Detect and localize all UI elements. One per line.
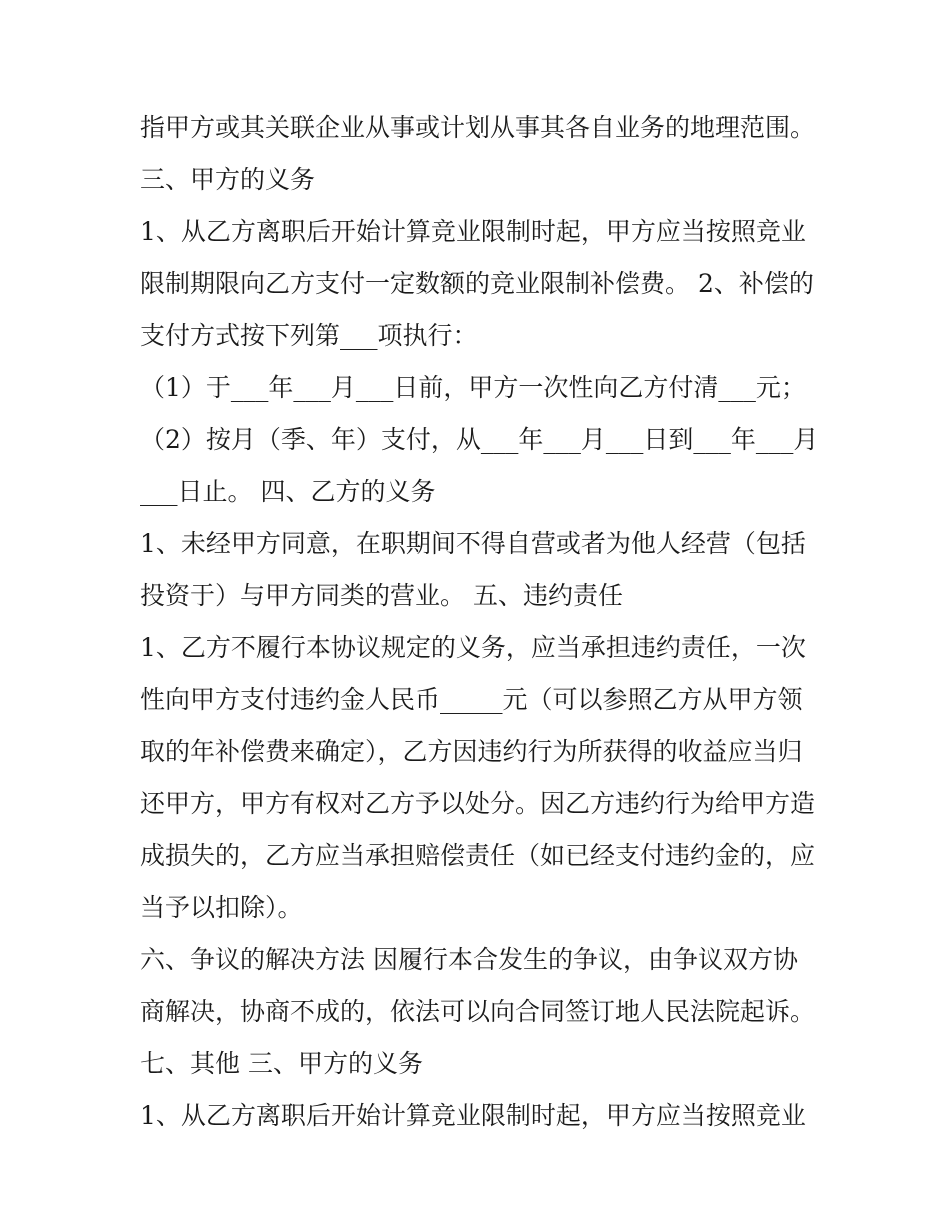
text-line: 取的年补偿费来确定），乙方因违约行为所获得的收益应当归 [140, 737, 803, 766]
text-line: 性向甲方支付违约金人民币_____元（可以参照乙方从甲方领 [140, 685, 803, 714]
text-line: 支付方式按下列第___项执行： [140, 321, 478, 350]
section-heading: 三、甲方的义务 [140, 165, 316, 194]
text-line: 六、争议的解决方法 因履行本合发生的争议，由争议双方协 [140, 945, 798, 974]
text-line: 1、从乙方离职后开始计算竞业限制时起，甲方应当按照竞业 [140, 1101, 806, 1130]
text-line: 七、其他 三、甲方的义务 [140, 1049, 423, 1078]
text-line: 还甲方，甲方有权对乙方予以处分。因乙方违约行为给甲方造 [140, 789, 816, 818]
text-line: （1）于___年___月___日前，甲方一次性向乙方付清___元； [140, 373, 806, 402]
text-line: 1、未经甲方同意，在职期间不得自营或者为他人经营（包括 [140, 529, 806, 558]
text-line: 成损失的，乙方应当承担赔偿责任（如已经支付违约金的，应 [140, 841, 816, 870]
text-line: 商解决，协商不成的，依法可以向合同签订地人民法院起诉。 [140, 997, 816, 1026]
text-line: 当予以扣除）。 [140, 893, 303, 922]
text-line: 投资于）与甲方同类的营业。 五、违约责任 [140, 581, 623, 610]
text-line: （2）按月（季、年）支付，从___年___月___日到___年___月 [140, 425, 819, 454]
text-line: 1、从乙方离职后开始计算竞业限制时起，甲方应当按照竞业 [140, 217, 806, 246]
text-line: 指甲方或其关联企业从事或计划从事其各自业务的地理范围。 [140, 113, 816, 142]
text-line: 限制期限向乙方支付一定数额的竞业限制补偿费。 2、补偿的 [140, 269, 814, 298]
text-line: ___日止。 四、乙方的义务 [140, 477, 436, 506]
document-body [140, 102, 820, 1142]
text-line: 1、乙方不履行本协议规定的义务，应当承担违约责任，一次 [140, 633, 806, 662]
